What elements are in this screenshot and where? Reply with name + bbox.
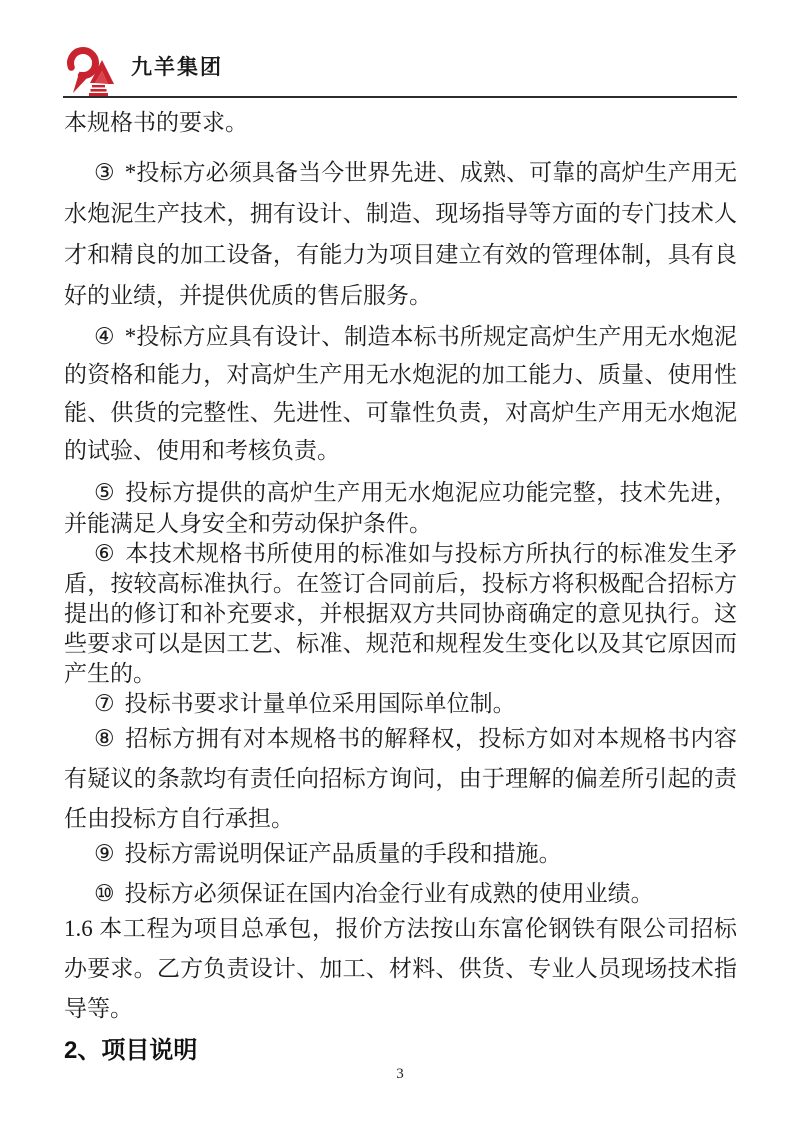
clause-number: ⑤	[94, 480, 116, 505]
clause-paragraph-5	[64, 477, 737, 539]
page-footer	[0, 1066, 800, 1083]
company-logo-icon	[63, 46, 125, 98]
clause-number: ⑦	[94, 691, 115, 716]
clause-number: ⑨	[94, 841, 115, 866]
clause-number: ⑩	[94, 881, 115, 906]
clause-text: *投标方必须具备当今世界先进、成熟、可靠的高炉生产用无水炮泥生产技术，拥有设计、制造、现场指导等方面的专门技术人才和精良的加工设备，有能力为项目建立有效的管理体制，具有良好的业绩，并提供优质的售后服务。	[64, 160, 738, 308]
clause-number: ⑧	[94, 726, 116, 751]
clause-paragraph-10	[64, 879, 737, 909]
document-body	[64, 106, 737, 1067]
section-heading: 2、项目说明	[64, 1037, 198, 1064]
clause-paragraph-3	[64, 152, 737, 316]
clause-paragraph-6	[64, 539, 737, 689]
clause-number: ④	[94, 324, 115, 349]
clause-paragraph-4	[64, 318, 737, 470]
clause-text: 投标书要求计量单位采用国际单位制。	[124, 691, 516, 716]
clause-text: 投标方需说明保证产品质量的手段和措施。	[124, 841, 562, 866]
clause-paragraph-7	[64, 689, 737, 719]
page-header	[63, 44, 737, 98]
clause-number: ⑥	[94, 541, 116, 566]
company-name: 九羊集团	[131, 56, 223, 79]
clause-number: ③	[94, 160, 115, 185]
clause-paragraph-1-6: 1.6 本工程为项目总承包，报价方法按山东富伦钢铁有限公司招标办要求。乙方负责设计、加工、材料、供货、专业人员现场技术指导等。	[64, 916, 737, 1021]
clause-text: 投标方提供的高炉生产用无水炮泥应功能完整，技术先进，并能满足人身安全和劳动保护条件。	[64, 480, 738, 536]
clause-text: 招标方拥有对本规格书的解释权，投标方如对本规格书内容有疑议的条款均有责任向招标方询问，由于理解的偏差所引起的责任由投标方自行承担。	[64, 726, 738, 831]
clause-paragraph-9	[64, 839, 737, 869]
clause-paragraph-8	[64, 719, 737, 839]
clause-text: 投标方必须保证在国内冶金行业有成熟的使用业绩。	[124, 881, 654, 906]
clause-text: 本技术规格书所使用的标准如与投标方所执行的标准发生矛盾，按较高标准执行。在签订合同前后，投标方将积极配合招标方提出的修订和补充要求，并根据双方共同协商确定的意见执行。这些要求可以是因工艺、标准、规范和规程发生变化以及其它原因而产生的。	[64, 541, 738, 686]
clause-text: *投标方应具有设计、制造本标书所规定高炉生产用无水炮泥的资格和能力，对高炉生产用无水炮泥的加工能力、质量、使用性能、供货的完整性、先进性、可靠性负责，对高炉生产用无水炮泥的试验、使用和考核负责。	[64, 324, 738, 463]
continuation-paragraph: 本规格书的要求。	[64, 110, 248, 135]
page-number: 3	[396, 1066, 404, 1082]
